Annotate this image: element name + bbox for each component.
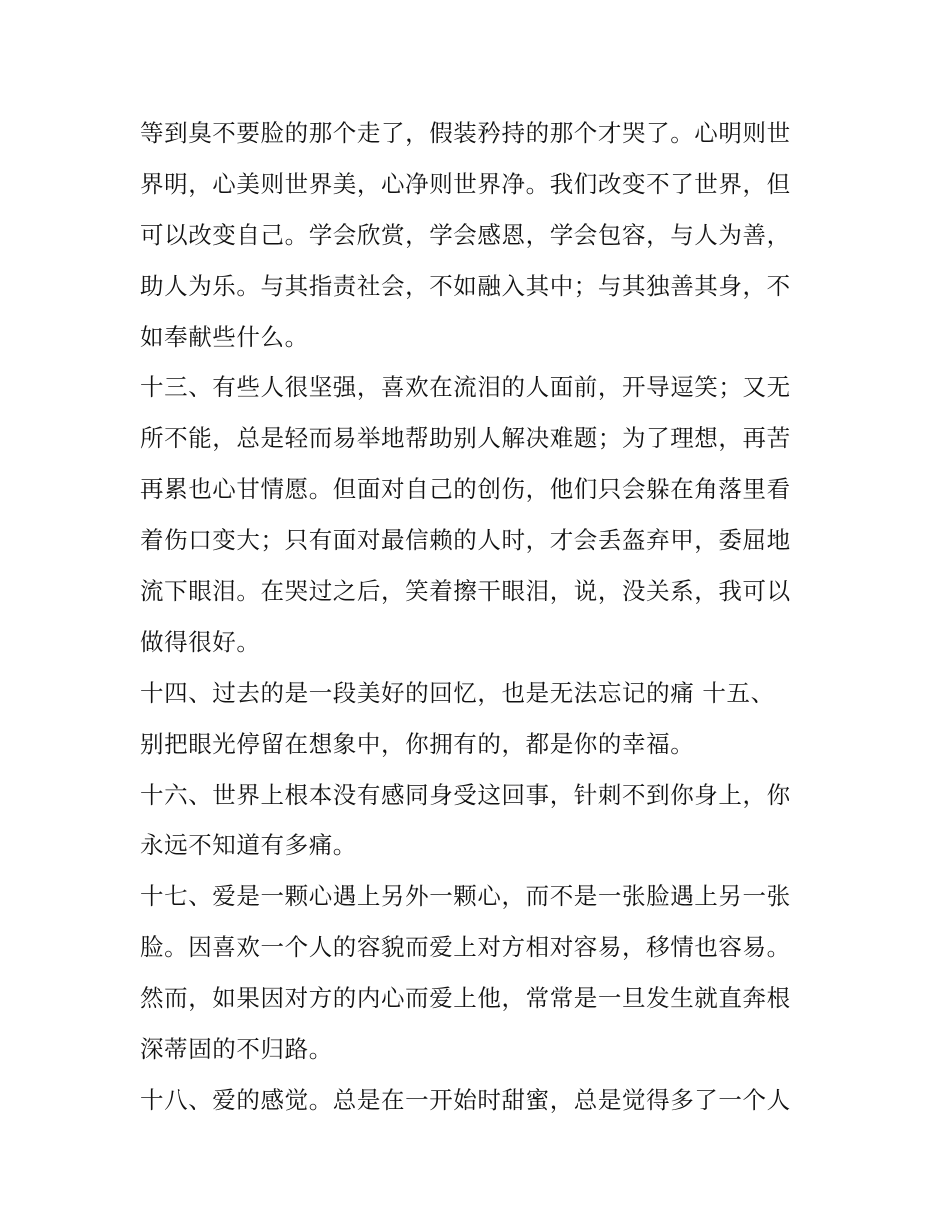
text-line: 十六、世界上根本没有感同身受这回事，针刺不到你身上，你 (140, 780, 791, 809)
text-line: 做得很好。 (140, 627, 261, 656)
text-line: 如奉献些什么。 (140, 322, 309, 351)
text-line: 然而，如果因对方的内心而爱上他，常常是一旦发生就直奔根 (140, 984, 791, 1013)
text-line: 界明，心美则世界美，心净则世界净。我们改变不了世界，但 (140, 169, 791, 198)
text-line: 深蒂固的不归路。 (140, 1035, 333, 1064)
text-line: 十四、过去的是一段美好的回忆，也是无法忘记的痛 十五、 (140, 678, 775, 707)
text-line: 再累也心甘情愿。但面对自己的创伤，他们只会躲在角落里看 (140, 475, 791, 504)
text-line: 流下眼泪。在哭过之后，笑着擦干眼泪，说，没关系，我可以 (140, 577, 791, 606)
text-line: 别把眼光停留在想象中，你拥有的，都是你的幸福。 (140, 729, 695, 758)
text-line: 助人为乐。与其指责社会，不如融入其中；与其独善其身，不 (140, 271, 791, 300)
text-line: 永远不知道有多痛。 (140, 831, 357, 860)
text-line: 所不能，总是轻而易举地帮助别人解决难题；为了理想，再苦 (140, 424, 791, 453)
text-line: 可以改变自己。学会欣赏，学会感恩，学会包容，与人为善， (140, 220, 791, 249)
text-line: 十三、有些人很坚强，喜欢在流泪的人面前，开导逗笑；又无 (140, 373, 791, 402)
text-line: 十七、爱是一颗心遇上另外一颗心，而不是一张脸遇上另一张 (140, 882, 791, 911)
text-line: 十八、爱的感觉。总是在一开始时甜蜜，总是觉得多了一个人 (140, 1085, 791, 1114)
document-body (140, 108, 820, 1126)
text-line: 着伤口变大；只有面对最信赖的人时，才会丢盔弃甲，委屈地 (140, 526, 791, 555)
text-line: 等到臭不要脸的那个走了，假装矜持的那个才哭了。心明则世 (140, 119, 791, 147)
text-line: 脸。因喜欢一个人的容貌而爱上对方相对容易，移情也容易。 (140, 933, 791, 962)
